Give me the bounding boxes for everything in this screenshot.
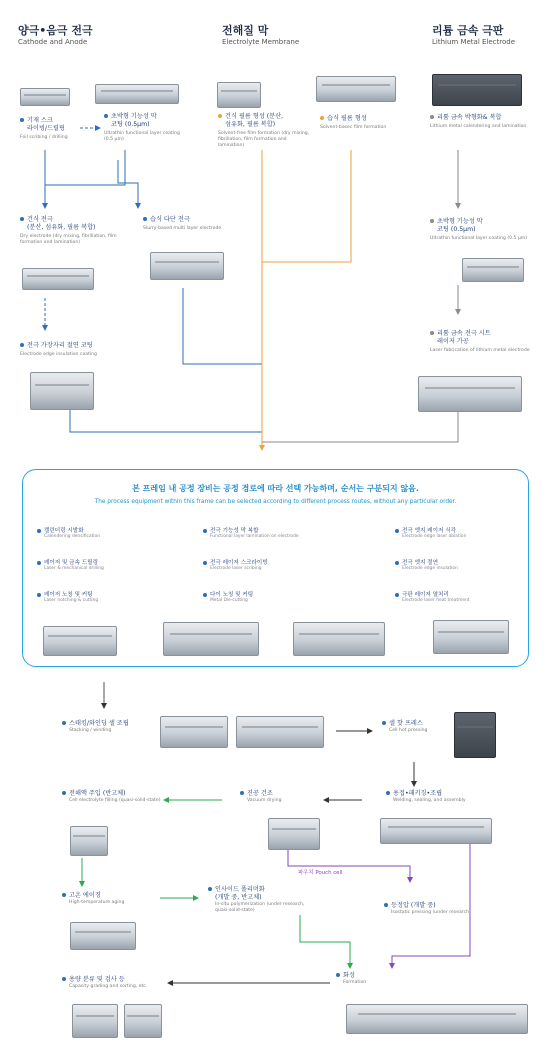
step-aging-en: High-temperature aging [69, 900, 125, 905]
li-laser-machine-image [418, 376, 522, 412]
step-li-ultrathin [430, 218, 530, 242]
frame-item-ko: 레이저 노칭 및 커팅 [44, 592, 93, 598]
step-ultrathin-ko2: 코팅 (0.5μm) [111, 121, 150, 128]
pouch-cell-label: 파우치 Pouch cell [298, 870, 343, 876]
step-insitu-ko2: (개발 중, 반고체) [215, 894, 262, 901]
ultrathin-coating-machine-image [95, 84, 179, 104]
step-ultrathin-en: Ultrathin functional layer coating (0.5 μm) [104, 131, 180, 142]
bullet-icon [208, 887, 212, 891]
step-vacuum-ko: 진공 건조 [247, 790, 273, 797]
lithium-column-header [432, 24, 515, 46]
step-wet-film-ko1: 습식 필름 형성 [327, 115, 367, 122]
frame-item-die-cutting [203, 590, 253, 603]
step-wet-multilayer [143, 216, 223, 232]
step-electrolyte-filling [62, 790, 162, 804]
bullet-icon [430, 219, 434, 223]
bullet-icon [382, 721, 386, 725]
frame-item-edge-ablation [395, 526, 466, 539]
cathode-subtitle: Cathode and Anode [18, 38, 88, 46]
step-li-calender-ko1: 리튬 금속 박형화& 복합 [437, 114, 502, 121]
edge-coating-machine-image [30, 372, 94, 410]
connector-insitu-formation [300, 915, 350, 966]
electrolyte-subtitle: Electrolyte Membrane [222, 38, 300, 46]
bullet-icon [203, 593, 207, 597]
step-edge-coating-ko1: 전극 가장자리 절연 코팅 [27, 342, 93, 349]
step-foil-ko1: 기재 스크 [27, 117, 53, 124]
bullet-icon [203, 561, 207, 565]
step-li-laser-ko1: 리튬 금속 전극 시트 [437, 330, 491, 337]
frame-item-ko: 전극 엣지 레이저 식각 [402, 528, 456, 534]
bullet-icon [37, 529, 41, 533]
step-foil-en: Foil scribing / drilling [20, 135, 68, 140]
electrolyte-machine-image [70, 826, 108, 856]
step-li-laser-en: Laser fabrication of lithium metal electrode [430, 348, 530, 353]
step-edge-coating [20, 342, 140, 358]
hot-press-machine-image [454, 712, 496, 758]
stacking-machine-image-1 [160, 716, 228, 748]
frame-item-ko: 레이저 및 금속 드릴링 [44, 560, 98, 566]
bullet-icon [384, 903, 388, 907]
step-dry-film-ko1: 건식 필름 형성 (분산, [225, 113, 284, 120]
bullet-icon [20, 343, 24, 347]
frame-item-ko: 전극 엣지 절연 [402, 560, 438, 566]
stacking-machine-image-2 [236, 716, 324, 748]
step-electrolyte-ko: 전해액 주입 (반고체) [69, 790, 126, 797]
foil-scribing-machine-image [20, 88, 70, 106]
step-dry-electrode [20, 216, 120, 246]
step-hot-press-en: Cell hot pressing [389, 728, 428, 733]
grading-machine-image-1 [72, 1004, 118, 1038]
step-wet-multilayer-ko1: 습식 다단 전극 [150, 216, 190, 223]
frame-item-ko: 극판 레이저 열처리 [402, 592, 449, 598]
frame-item-en: Functional layer lamination on electrode [210, 534, 299, 539]
step-grading-en: Capacity grading and sorting, etc. [69, 984, 148, 989]
bullet-icon [62, 791, 66, 795]
connector-wet-center [183, 288, 262, 364]
frame-item-scribing [203, 558, 268, 571]
connector-edge-center [70, 410, 262, 432]
frame-machine-image-3 [293, 622, 385, 656]
step-li-ultrathin-ko1: 초박형 기능성 막 [437, 218, 483, 225]
step-li-laser [430, 330, 530, 354]
step-welding-en: Welding, sealing, and assembly [393, 798, 466, 803]
bullet-icon [218, 114, 222, 118]
bullet-icon [20, 118, 24, 122]
step-hot-press-ko: 셀 핫 프레스 [389, 720, 423, 727]
bullet-icon [386, 791, 390, 795]
step-formation-ko: 화성 [343, 972, 355, 979]
bullet-icon [37, 593, 41, 597]
grading-machine-image-2 [124, 1004, 162, 1038]
bullet-icon [430, 115, 434, 119]
step-foil [20, 117, 82, 141]
bullet-icon [395, 593, 399, 597]
step-aging-ko: 고온 에이징 [69, 892, 101, 899]
bullet-icon [320, 116, 324, 120]
dry-film-machine-image [217, 82, 261, 108]
frame-machine-image-1 [43, 626, 117, 656]
frame-item-heat-treatment [395, 590, 470, 603]
lithium-calender-machine-image [432, 74, 522, 106]
bullet-icon [336, 973, 340, 977]
bullet-icon [104, 114, 108, 118]
step-stacking-en: Stacking / winding [69, 728, 112, 733]
step-wet-film-en: Solvent-basec film formation [320, 125, 387, 130]
frame-item-lamination [203, 526, 299, 539]
bullet-icon [240, 791, 244, 795]
frame-machine-image-4 [433, 620, 509, 654]
frame-item-en: Electrode edge insulation [402, 566, 458, 571]
frame-item-ko: 전극 레이저 스크라이빙 [210, 560, 268, 566]
step-isostatic [384, 902, 504, 916]
li-ultrathin-machine-image [462, 258, 524, 282]
frame-item-ko: 캘린더링 시발화 [44, 528, 84, 534]
aging-machine-image [70, 922, 136, 950]
step-welding-ko: 용접•패키징•조립 [393, 790, 443, 797]
frame-item-ko: 다이 노칭 및 커팅 [210, 592, 254, 598]
bullet-icon [395, 561, 399, 565]
step-dry-film-ko2: 섬유화, 필름 복합) [225, 121, 276, 128]
frame-item-notching [37, 590, 98, 603]
welding-machine-image [380, 818, 492, 844]
bullet-icon [430, 331, 434, 335]
step-formation-en: Formation [343, 980, 367, 985]
step-grading [62, 976, 182, 990]
step-wet-film [320, 115, 410, 131]
step-insitu-en: In-situ polymerization (under research, quasi-solid-state) [215, 902, 305, 913]
lithium-title: 리튬 금속 극판 [432, 24, 504, 37]
connector-cathode-join [45, 150, 125, 185]
frame-item-en: Electrode laser heat treatment [402, 598, 470, 603]
bullet-icon [203, 529, 207, 533]
frame-item-en: Laser notching & cutting [44, 598, 99, 603]
bullet-icon [62, 977, 66, 981]
step-electrolyte-en: Cell electrolyte filling (quasi-solid-state) [69, 798, 161, 803]
frame-item-drilling [37, 558, 104, 571]
frame-item-calendering [37, 526, 100, 539]
bullet-icon [20, 217, 24, 221]
lithium-subtitle: Lithium Metal Electrode [432, 38, 516, 46]
dry-electrode-machine-image [22, 268, 94, 290]
step-isostatic-en: Isostatic pressing (under research) [391, 910, 471, 915]
bullet-icon [143, 217, 147, 221]
step-dry-electrode-ko1: 건식 전극 [27, 216, 53, 223]
frame-item-en: Calendering densification [44, 534, 100, 539]
step-dry-electrode-en: Dry electrode (dry mixing, fibrillation, film formation and lamination) [20, 234, 117, 245]
step-dry-film-en: Solvent-free film formation (dry mixing, fibrillation, film formation and lamination) [218, 131, 310, 148]
step-formation [336, 972, 406, 986]
step-dry-electrode-ko2: (분산, 섬유화, 필름 복합) [27, 224, 96, 231]
step-vacuum [240, 790, 320, 804]
step-li-calender [430, 114, 530, 130]
frame-item-ko: 전극 기능성 막 복합 [210, 528, 259, 534]
step-insitu [208, 886, 318, 914]
connector-to-wet-electrode [118, 160, 138, 206]
frame-title: 본 프레임 내 공정 장비는 공정 경로에 따라 선택 가능하며, 순서는 구분되지 않음. [132, 484, 419, 493]
step-li-laser-ko2: 레이저 가공 [437, 338, 469, 345]
step-ultrathin-ko1: 초박형 기능성 막 [111, 113, 157, 120]
frame-subtitle: The process equipment within this frame can be selected according to different process routes, without any particular order. [94, 499, 457, 505]
cathode-column-header [18, 24, 93, 46]
electrolyte-column-header [222, 24, 299, 46]
step-stacking [62, 720, 162, 734]
step-li-ultrathin-en: Ultrathin functional layer coating (0.5 μm) [430, 236, 528, 241]
formation-machine-image [346, 1004, 528, 1034]
frame-item-en: Electrode laser scribing [210, 566, 262, 571]
step-li-calender-en: Lithium metal calendering and lamination [430, 124, 527, 129]
electrolyte-title: 전해질 막 [222, 24, 269, 37]
step-wet-multilayer-en: Slurry-based multi layer electrode [143, 226, 222, 231]
frame-item-en: Metal Die-cutting [210, 598, 248, 603]
bullet-icon [62, 893, 66, 897]
step-grading-ko: 용량 분류 및 검사 등 [69, 976, 125, 983]
connector-wet-film [262, 150, 351, 262]
optional-process-frame [22, 469, 529, 667]
vacuum-machine-image [268, 818, 320, 850]
frame-item-en: Laser & mechanical drilling [44, 566, 104, 571]
step-ultrathin [104, 113, 186, 143]
step-hot-press [382, 720, 452, 734]
step-edge-coating-en: Electrode edge insulation coating [20, 352, 97, 357]
bullet-icon [395, 529, 399, 533]
step-aging [62, 892, 152, 906]
wet-multilayer-machine-image [150, 252, 224, 280]
step-dry-film [218, 113, 313, 149]
connector-li-center [262, 410, 458, 442]
wet-film-machine-image [316, 76, 396, 102]
frame-machine-image-2 [163, 622, 259, 656]
bullet-icon [62, 721, 66, 725]
step-stacking-ko: 스태킹/와인딩 셀 조립 [69, 720, 129, 727]
step-insitu-ko1: 인사이드 폴리머화 [215, 886, 265, 893]
step-welding [386, 790, 496, 804]
step-isostatic-ko: 등정압 (개발 중) [391, 902, 436, 909]
frame-item-en: Electrode edge laser ablation [402, 534, 467, 539]
bullet-icon [37, 561, 41, 565]
step-li-ultrathin-ko2: 코팅 (0.5μm) [437, 226, 476, 233]
cathode-title: 양극•음극 전극 [18, 24, 93, 37]
frame-item-edge-insulation [395, 558, 458, 571]
step-foil-ko2: 라이빙/드릴링 [27, 125, 65, 132]
step-vacuum-en: Vacuum drying [247, 798, 282, 803]
